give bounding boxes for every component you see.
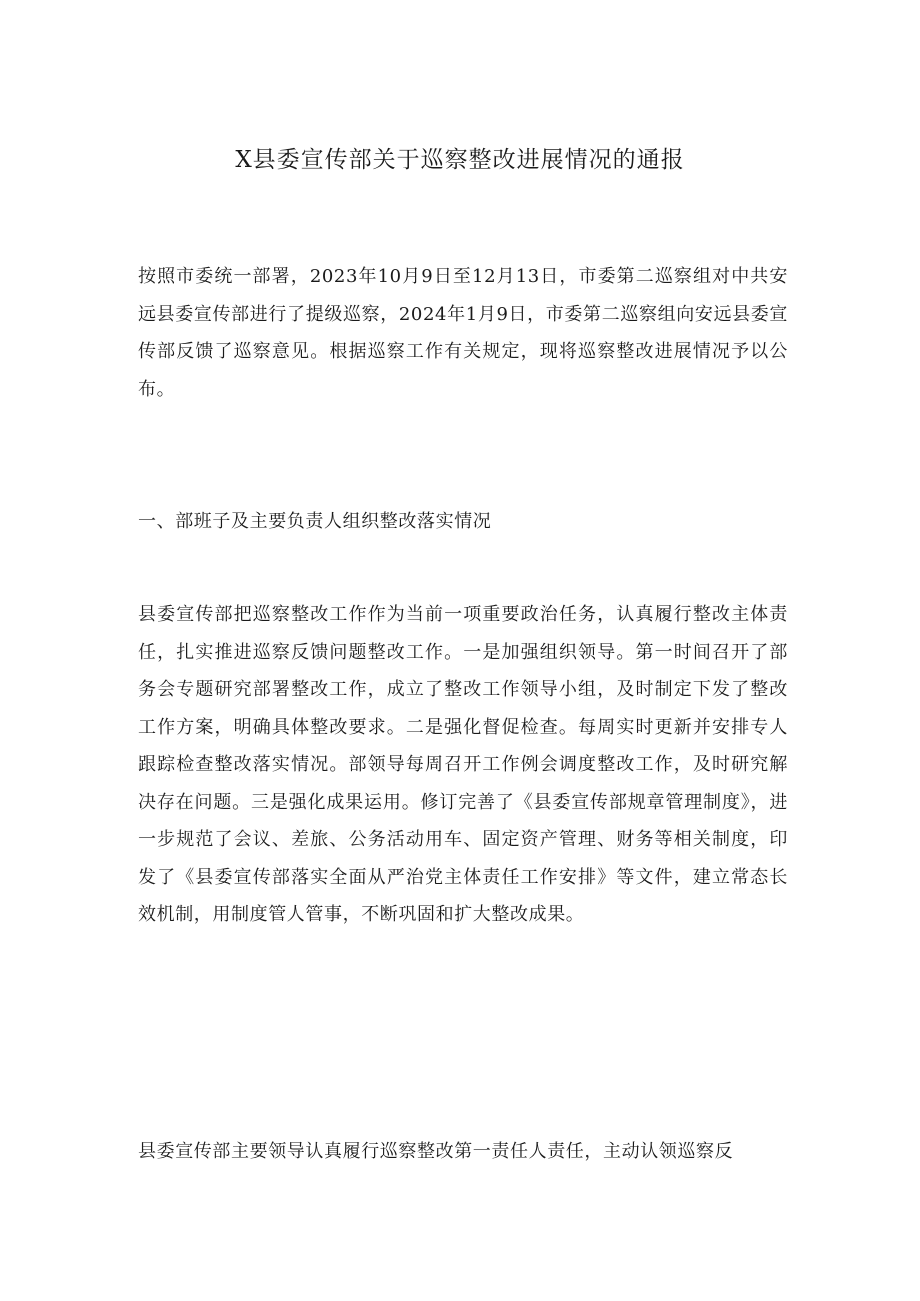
body-paragraph: 县委宣传部把巡察整改工作作为当前一项重要政治任务，认真履行整改主体责任，扎实推进巡察反馈问题整改工作。一是加强组织领导。第一时间召开了部务会专题研究部署整改工作，成立了整改工作领导小组，及时制定下发了整改工作方案，明确具体整改要求。二是强化督促检查。每周实时更新并安排专人跟踪检查整改落实情况。部领导每周召开工作例会调度整改工作，及时研究解决存在问题。三是强化成果运用。修订完善了《县委宣传部规章管理制度》，进一步规范了会议、差旅、公务活动用车、固定资产管理、财务等相关制度，印发了《县委宣传部落实全面从严治党主体责任工作安排》等文件，建立常态长效机制，用制度管人管事，不断巩固和扩大整改成果。 [138,604,788,925]
document-title: X县委宣传部关于巡察整改进展情况的通报 [235,147,685,173]
intro-paragraph: 按照市委统一部署，2023年10月9日至12月13日，市委第二巡察组对中共安远县委宣传部进行了提级巡察，2024年1月9日，市委第二巡察组向安远县委宣传部反馈了巡察意见。根据巡察工作有关规定，现将巡察整改进展情况予以公布。 [138,266,788,400]
body-paragraph-continued: 县委宣传部主要领导认真履行巡察整改第一责任人责任，主动认领巡察反 [138,1141,734,1162]
section-heading: 一、部班子及主要负责人组织整改落实情况 [138,511,492,532]
